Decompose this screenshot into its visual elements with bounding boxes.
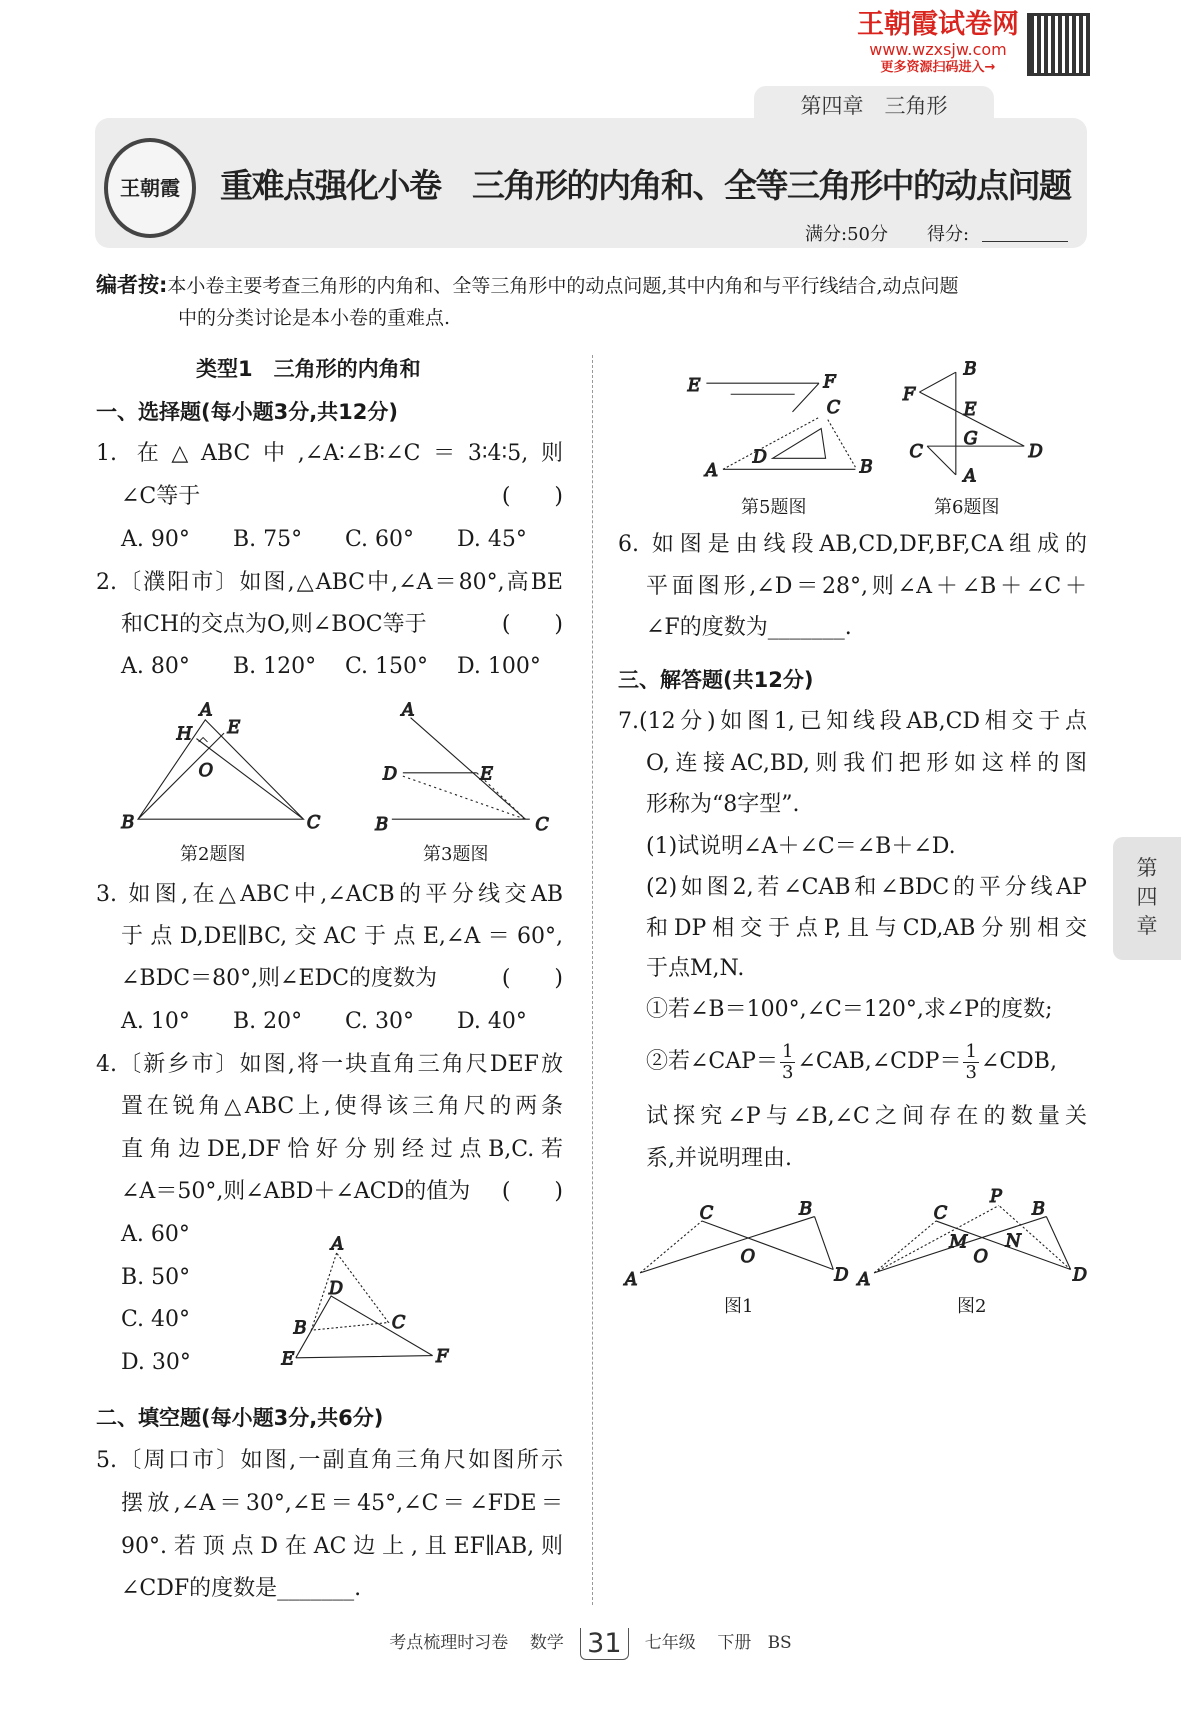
label-o: O [973, 1246, 988, 1267]
q3-option-d[interactable]: D. 40° [457, 1009, 527, 1034]
frac-num: 1 [965, 1040, 977, 1062]
q6-line3: ∠F的度数为_______. [646, 615, 852, 640]
section1-heading: 一、选择题(每小题3分,共12分) [96, 400, 399, 424]
q4-option-b[interactable]: B. 50° [121, 1265, 191, 1290]
logo-text: 王朝霞 [120, 176, 180, 200]
footer-book: 考点梳理时习卷 [389, 1633, 509, 1653]
page-title: 重难点强化小卷 三角形的内角和、全等三角形中的动点问题 [220, 166, 1071, 205]
page-number: 31 [580, 1628, 628, 1660]
q3-line1: 3. 如图,在△ABC中,∠ACB的平分线交AB [96, 882, 563, 907]
chapter-tab: 第四章 三角形 [754, 86, 994, 126]
q2-stem: 和CH的交点为O,则∠BOC等于 [121, 612, 427, 637]
q4-option-a[interactable]: A. 60° [121, 1222, 190, 1247]
footer-subject: 数学 [529, 1633, 564, 1653]
label-m: M [949, 1232, 968, 1253]
q7-line8: ①若∠B＝100°,∠C＝120°,求∠P的度数; [646, 997, 1053, 1022]
q7-line6: 和DP相交于点P,且与CD,AB分别相交 [646, 916, 1087, 941]
editor-note-label: 编者按: [96, 273, 168, 297]
side-tab-char: 章 [1136, 914, 1158, 938]
label-d: D [1072, 1265, 1087, 1286]
label-n: N [1005, 1231, 1021, 1252]
label-b: B [963, 359, 977, 380]
fig5-set-squares [687, 373, 873, 481]
q7-frac-text1: ②若∠CAP＝ [646, 1049, 778, 1074]
type1-heading: 类型1 三角形的内角和 [196, 357, 421, 381]
q5-line1: 5.〔周口市〕如图,一副直角三角尺如图所示 [96, 1448, 563, 1473]
footer-volume: 下册 [717, 1633, 752, 1653]
q1-option-b[interactable]: B. 75° [233, 527, 303, 552]
q7-line3: 形称为“8字型”. [646, 792, 800, 817]
label-a: A [331, 1234, 344, 1255]
label-b: B [859, 457, 873, 478]
label-g: G [963, 428, 978, 449]
label-b: B [293, 1318, 307, 1339]
brand-url[interactable]: www.wzxsjw.com [869, 40, 1007, 59]
section2-heading: 二、填空题(每小题3分,共6分) [96, 1406, 384, 1430]
q7-line11: 系,并说明理由. [646, 1146, 792, 1171]
q1-line1: 1. 在△ABC中,∠A∶∠B∶∠C＝3∶4∶5,则 [96, 441, 563, 466]
q7-line2: O,连接AC,BD,则我们把形如这样的图 [646, 751, 1087, 776]
fig6-figure [902, 359, 1043, 486]
label-b: B [799, 1199, 813, 1220]
frac-den: 3 [965, 1061, 977, 1083]
label-d: D [752, 447, 767, 468]
q6-line2: 平面图形,∠D＝28°,则∠A＋∠B＋∠C＋ [646, 574, 1087, 599]
brand-scan-hint: 更多资源扫码进入→ [880, 60, 996, 75]
q2-answer-paren[interactable]: ( ) [501, 612, 563, 637]
label-p: P [990, 1187, 1002, 1208]
q4-line1: 4.〔新乡市〕如图,将一块直角三角尺DEF放 [96, 1052, 563, 1077]
label-o: O [740, 1246, 756, 1267]
brand-name: 王朝霞试卷网 [857, 9, 1019, 40]
fig2-caption: 第2题图 [180, 844, 246, 865]
q1-option-d[interactable]: D. 45° [457, 527, 527, 552]
fig7-2-caption: 图2 [957, 1296, 987, 1317]
q7-line7: 于点M,N. [646, 956, 745, 981]
q7-line5: (2)如图2,若∠CAB和∠BDC的平分线AP [646, 875, 1087, 900]
q7-line4: (1)试说明∠A＋∠C＝∠B＋∠D. [646, 834, 956, 859]
q2-option-b[interactable]: B. 120° [233, 654, 317, 679]
label-a: A [199, 700, 213, 721]
label-c: C [933, 1203, 948, 1224]
label-d: D [834, 1265, 849, 1286]
q2-option-c[interactable]: C. 150° [345, 654, 429, 679]
fig7-1-caption: 图1 [724, 1296, 754, 1317]
q1-option-c[interactable]: C. 60° [345, 527, 415, 552]
label-c: C [306, 813, 321, 834]
q7-frac-text2: ∠CAB,∠CDP＝ [797, 1049, 962, 1074]
q2-line1: 2.〔濮阳市〕如图,△ABC中,∠A＝80°,高BE [96, 570, 563, 595]
q2-option-d[interactable]: D. 100° [457, 654, 541, 679]
q1-stem: ∠C等于 [121, 484, 201, 509]
q4-stem: ∠A＝50°,则∠ABD＋∠ACD的值为 [121, 1179, 471, 1204]
footer-grade: 七年级 [644, 1633, 696, 1653]
frac-den: 3 [781, 1061, 794, 1083]
label-f: F [823, 372, 836, 393]
footer [0, 1628, 1181, 1659]
fig6-caption: 第6题图 [934, 497, 1000, 518]
label-a: A [963, 466, 977, 487]
fig4-triangle [280, 1235, 449, 1370]
q5-line3: 90°.若顶点D在AC边上,且EF∥AB,则 [121, 1534, 563, 1559]
side-chapter-tab[interactable] [1113, 837, 1181, 960]
label-h: H [176, 724, 192, 745]
label-f: F [435, 1347, 449, 1368]
side-tab-char: 第 [1136, 856, 1158, 880]
score-label: 得分: [927, 224, 970, 245]
q4-option-d[interactable]: D. 30° [121, 1350, 191, 1375]
editor-note-line2: 中的分类讨论是本小卷的重难点. [178, 307, 451, 329]
label-d: D [328, 1278, 344, 1299]
label-c: C [391, 1313, 406, 1334]
full-score: 满分:50分 [805, 224, 888, 245]
fig7-1-eight-shape [623, 1199, 849, 1290]
label-c: C [909, 442, 923, 463]
label-a: A [624, 1269, 638, 1290]
label-d: D [1028, 442, 1043, 463]
side-tab-char: 四 [1136, 885, 1158, 909]
q3-stem: ∠BDC＝80°,则∠EDC的度数为 [121, 966, 438, 991]
section3-heading: 三、解答题(共12分) [618, 668, 814, 692]
label-d: D [382, 764, 398, 785]
q6-line1: 6. 如图是由线段AB,CD,DF,BF,CA组成的 [618, 532, 1087, 557]
label-o: O [198, 761, 214, 782]
q3-line2: 于点D,DE∥BC,交AC于点E,∠A＝60°, [121, 924, 563, 949]
label-e: E [281, 1349, 295, 1370]
label-b: B [1031, 1199, 1045, 1220]
q1-answer-paren[interactable]: ( ) [501, 484, 563, 509]
q5-line2: 摆放,∠A＝30°,∠E＝45°,∠C＝∠FDE＝ [121, 1491, 563, 1516]
label-a: A [857, 1269, 871, 1290]
label-a: A [401, 700, 415, 721]
fig3-triangle [374, 700, 549, 835]
q3-answer-paren[interactable]: ( ) [501, 966, 563, 991]
fig3-caption: 第3题图 [423, 844, 489, 865]
q7-line10: 试探究∠P与∠B,∠C之间存在的数量关 [646, 1104, 1087, 1129]
fig2-triangle [120, 700, 320, 833]
label-c: C [699, 1203, 714, 1224]
fig7-2-eight-shape [856, 1187, 1087, 1290]
label-e: E [227, 718, 241, 739]
label-b: B [375, 815, 389, 836]
q4-answer-paren[interactable]: ( ) [501, 1179, 563, 1204]
label-e: E [480, 764, 494, 785]
q3-option-c[interactable]: C. 30° [345, 1009, 415, 1034]
footer-edition: BS [767, 1633, 792, 1653]
q3-option-a[interactable]: A. 10° [121, 1009, 190, 1034]
label-e: E [963, 400, 977, 421]
label-f: F [902, 384, 916, 405]
q1-option-a[interactable]: A. 90° [121, 527, 190, 552]
label-a: A [705, 460, 719, 481]
label-e: E [687, 375, 701, 396]
q7-frac-text3: ∠CDB, [980, 1049, 1057, 1074]
label-c: C [826, 398, 841, 419]
editor-note-text: 本小卷主要考查三角形的内角和、全等三角形中的动点问题,其中内角和与平行线结合,动点问题 [167, 275, 959, 297]
label-b: B [121, 813, 135, 834]
q2-option-a[interactable]: A. 80° [121, 654, 190, 679]
label-c: C [535, 815, 549, 836]
q5-line4: ∠CDF的度数是_______. [121, 1576, 362, 1601]
fig5-caption: 第5题图 [741, 497, 807, 518]
q4-line3: 直角边DE,DF恰好分别经过点B,C.若 [121, 1137, 563, 1162]
q4-line2: 置在锐角△ABC上,使得该三角尺的两条 [121, 1094, 563, 1119]
frac-num: 1 [781, 1040, 794, 1062]
q7-line1: 7.(12分)如图1,已知线段AB,CD相交于点 [618, 709, 1087, 734]
q4-option-c[interactable]: C. 40° [121, 1307, 191, 1332]
q3-option-b[interactable]: B. 20° [233, 1009, 303, 1034]
